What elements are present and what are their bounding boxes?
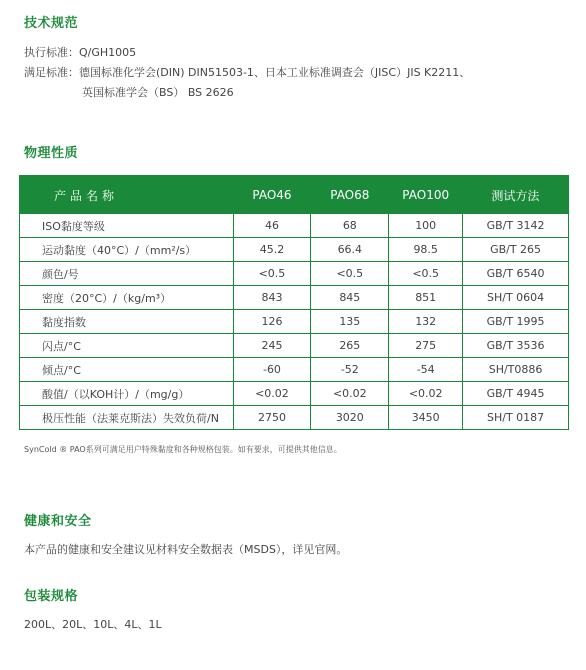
standard-line bbox=[24, 44, 136, 60]
cell-method: SH/T 0604 bbox=[463, 286, 569, 310]
cell-method: GB/T 1995 bbox=[463, 310, 569, 334]
cell-pao46: 245 bbox=[233, 334, 311, 358]
table-row bbox=[20, 382, 569, 406]
cell-pao100: <0.02 bbox=[389, 382, 463, 406]
header-pao46: PAO46 bbox=[233, 176, 311, 215]
cell-pao100: 132 bbox=[389, 310, 463, 334]
row-label: 黏度指数 bbox=[20, 310, 234, 334]
properties-title: 物理性质 bbox=[24, 146, 79, 161]
cell-pao68: 3020 bbox=[311, 406, 389, 430]
row-label: 闪点/°C bbox=[20, 334, 234, 358]
standard-label: 执行标准： bbox=[24, 46, 79, 59]
table-row bbox=[20, 214, 569, 238]
cell-pao100: 3450 bbox=[389, 406, 463, 430]
cell-method: GB/T 4945 bbox=[463, 382, 569, 406]
properties-table bbox=[19, 175, 569, 430]
meets-label: 满足标准： bbox=[24, 66, 79, 79]
table-header-row bbox=[20, 176, 569, 215]
table-row bbox=[20, 238, 569, 262]
cell-method: SH/T0886 bbox=[463, 358, 569, 382]
packaging-title: 包装规格 bbox=[24, 589, 79, 604]
cell-pao46: 843 bbox=[233, 286, 311, 310]
cell-pao68: <0.02 bbox=[311, 382, 389, 406]
cell-pao46: 46 bbox=[233, 214, 311, 238]
standard-value: Q/GH1005 bbox=[79, 46, 137, 59]
cell-method: GB/T 265 bbox=[463, 238, 569, 262]
table-row bbox=[20, 334, 569, 358]
table-row bbox=[20, 286, 569, 310]
cell-pao46: 2750 bbox=[233, 406, 311, 430]
cell-pao46: <0.02 bbox=[233, 382, 311, 406]
table-row bbox=[20, 358, 569, 382]
cell-pao100: <0.5 bbox=[389, 262, 463, 286]
cell-pao68: <0.5 bbox=[311, 262, 389, 286]
cell-method: SH/T 0187 bbox=[463, 406, 569, 430]
cell-method: GB/T 3142 bbox=[463, 214, 569, 238]
cell-pao46: <0.5 bbox=[233, 262, 311, 286]
cell-pao100: -54 bbox=[389, 358, 463, 382]
row-label: 颜色/号 bbox=[20, 262, 234, 286]
meets-line-1 bbox=[24, 64, 470, 80]
cell-pao100: 100 bbox=[389, 214, 463, 238]
cell-pao46: -60 bbox=[233, 358, 311, 382]
header-test-method: 测试方法 bbox=[463, 176, 569, 215]
row-label: 密度（20°C）/（kg/m³） bbox=[20, 286, 234, 310]
cell-pao68: 265 bbox=[311, 334, 389, 358]
cell-pao46: 45.2 bbox=[233, 238, 311, 262]
meets-line-2: 英国标准学会（BS） BS 2626 bbox=[82, 86, 234, 99]
tech-spec-title: 技术规范 bbox=[24, 16, 79, 31]
cell-pao100: 98.5 bbox=[389, 238, 463, 262]
row-label: 酸值/（以KOH计）/（mg/g） bbox=[20, 382, 234, 406]
row-label: 倾点/°C bbox=[20, 358, 234, 382]
header-product-name: 产品名称 bbox=[20, 176, 234, 215]
health-title: 健康和安全 bbox=[24, 514, 92, 529]
row-label: ISO黏度等级 bbox=[20, 214, 234, 238]
meets-value-1: 德国标准化学会(DIN) DIN51503-1、日本工业标准调查会（JISC）JIS K2211、 bbox=[79, 66, 471, 79]
cell-pao68: 66.4 bbox=[311, 238, 389, 262]
packaging-text: 200L、20L、10L、4L、1L bbox=[24, 618, 162, 631]
cell-pao68: 68 bbox=[311, 214, 389, 238]
health-text: 本产品的健康和安全建议见材料安全数据表（MSDS），详见官网。 bbox=[24, 543, 348, 556]
cell-pao100: 275 bbox=[389, 334, 463, 358]
row-label: 极压性能（法莱克斯法）失效负荷/N bbox=[20, 406, 234, 430]
table-row bbox=[20, 262, 569, 286]
cell-pao68: -52 bbox=[311, 358, 389, 382]
cell-pao68: 845 bbox=[311, 286, 389, 310]
cell-pao46: 126 bbox=[233, 310, 311, 334]
cell-method: GB/T 6540 bbox=[463, 262, 569, 286]
table-row bbox=[20, 406, 569, 430]
table-row bbox=[20, 310, 569, 334]
header-pao100: PAO100 bbox=[389, 176, 463, 215]
properties-footnote: SynCold ® PAO系列可满足用户特殊黏度和各种规格包装。如有要求，可提供其他信息。 bbox=[24, 445, 342, 454]
cell-method: GB/T 3536 bbox=[463, 334, 569, 358]
header-pao68: PAO68 bbox=[311, 176, 389, 215]
cell-pao100: 851 bbox=[389, 286, 463, 310]
row-label: 运动黏度（40°C）/（mm²/s） bbox=[20, 238, 234, 262]
cell-pao68: 135 bbox=[311, 310, 389, 334]
